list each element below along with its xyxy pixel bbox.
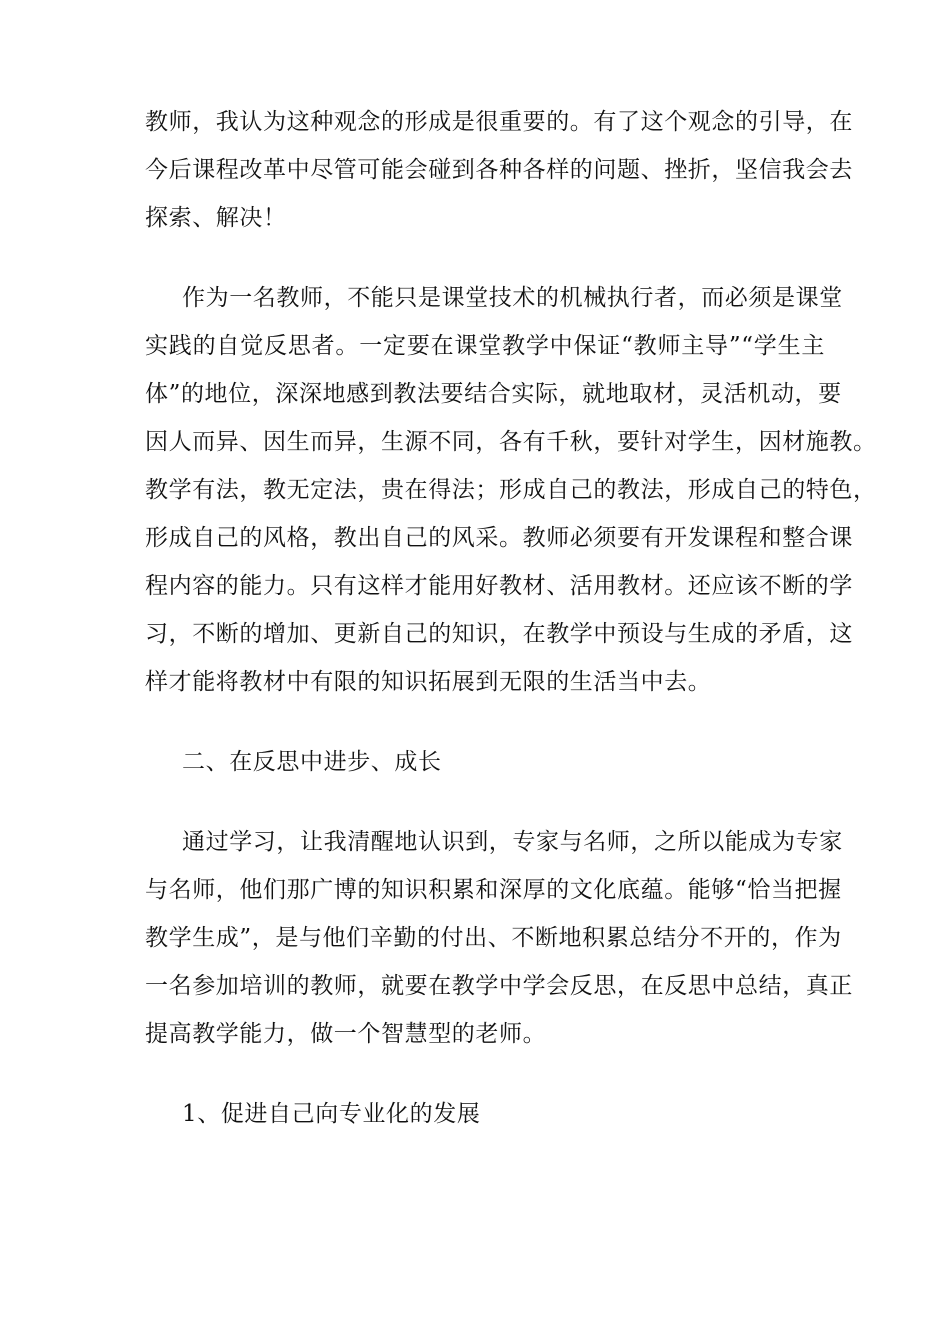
paragraph-3-line-2: 与名师，他们那广博的知识积累和深厚的文化底蕴。能够“恰当把握 <box>145 877 842 903</box>
paragraph-2-line-3: 体”的地位，深深地感到教法要结合实际，就地取材，灵活机动，要 <box>145 381 842 407</box>
subsection-heading-1: 1、促进自己向专业化的发展 <box>182 1101 481 1127</box>
paragraph-2-line-5: 教学有法，教无定法，贵在得法；形成自己的教法，形成自己的特色， <box>145 477 877 503</box>
paragraph-2-line-8: 习，不断的增加、更新自己的知识，在教学中预设与生成的矛盾，这 <box>145 621 853 647</box>
paragraph-2-line-7: 程内容的能力。只有这样才能用好教材、活用教材。还应该不断的学 <box>145 573 853 599</box>
paragraph-2-line-9: 样才能将教材中有限的知识拓展到无限的生活当中去。 <box>145 669 712 695</box>
paragraph-1-line-1: 教师，我认为这种观念的形成是很重要的。有了这个观念的引导，在 <box>145 109 853 135</box>
section-heading-2: 二、在反思中进步、成长 <box>182 749 442 775</box>
paragraph-2-line-1: 作为一名教师，不能只是课堂技术的机械执行者，而必须是课堂 <box>182 285 843 311</box>
paragraph-1-line-2: 今后课程改革中尽管可能会碰到各种各样的问题、挫折，坚信我会去 <box>145 157 853 183</box>
paragraph-1-line-3: 探索、解决！ <box>145 205 287 231</box>
paragraph-3-line-1: 通过学习，让我清醒地认识到，专家与名师，之所以能成为专家 <box>182 829 843 855</box>
paragraph-3-line-3: 教学生成”，是与他们辛勤的付出、不断地积累总结分不开的，作为 <box>145 925 842 951</box>
paragraph-2-line-4: 因人而异、因生而异，生源不同，各有千秋，要针对学生，因材施教。 <box>145 429 877 455</box>
paragraph-3-line-5: 提高教学能力，做一个智慧型的老师。 <box>145 1021 547 1047</box>
paragraph-2-line-6: 形成自己的风格，教出自己的风采。教师必须要有开发课程和整合课 <box>145 525 853 551</box>
paragraph-3-line-4: 一名参加培训的教师，就要在教学中学会反思，在反思中总结，真正 <box>145 973 853 999</box>
paragraph-2-line-2: 实践的自觉反思者。一定要在课堂教学中保证“教师主导”“学生主 <box>145 333 825 359</box>
